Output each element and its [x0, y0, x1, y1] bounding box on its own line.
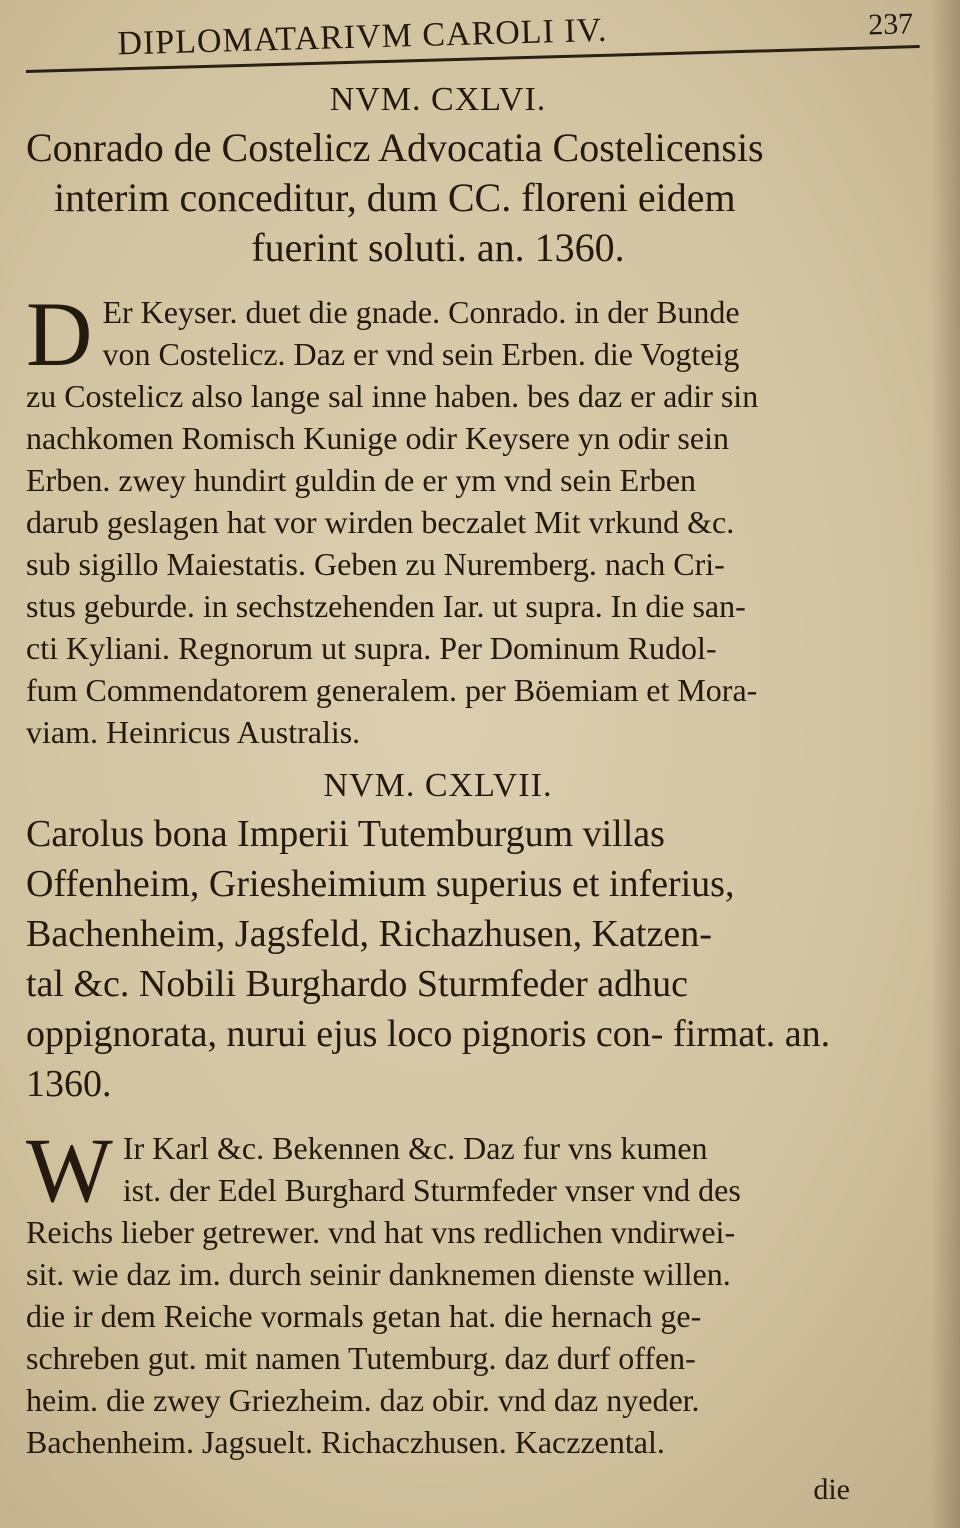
drop-cap: D: [26, 283, 93, 385]
summary-line: interim conceditur, dum CC. floreni eidem: [54, 175, 736, 220]
body-line: cti Kyliani. Regnorum ut supra. Per Dominum Rudol-: [26, 630, 717, 666]
section-number: NVM. CXLVI.: [329, 81, 547, 118]
summary-line: Conrado de Costelicz Advocatia Costelicensis: [26, 125, 764, 170]
page-edge-shadow: [930, 0, 960, 1528]
summary-line: Bachenheim, Jagsfeld, Richazhusen, Katzen-: [26, 913, 712, 955]
body-line: sit. wie daz im. durch seinir danknemen dienste willen.: [26, 1256, 731, 1292]
section-cxlvii: [26, 767, 850, 1463]
catchword: die: [813, 1473, 850, 1506]
summary-line: Offenheim, Griesheimium superius et inferius,: [26, 863, 735, 905]
summary-line: firmat. an. 1360.: [26, 1013, 831, 1105]
page-number: 237: [867, 7, 914, 42]
body-line: Erben. zwey hundirt guldin de er ym vnd sein Erben: [26, 462, 697, 498]
body-line: Bachenheim. Jagsuelt. Richaczhusen. Kaczzental.: [26, 1424, 665, 1460]
body-line: darub geslagen hat vor wirden beczalet Mit vrkund &c.: [26, 504, 735, 540]
section-summary: [26, 809, 850, 1109]
body-line: ist. der Edel Burghard Sturmfeder vnser vnd des: [122, 1172, 741, 1208]
body-line: viam. Heinricus Australis.: [26, 714, 361, 750]
body-line: Er Keyser. duet die gnade. Conrado. in der Bunde: [102, 294, 740, 330]
section-number: NVM. CXLVII.: [323, 767, 553, 804]
body-line: Reichs lieber getrewer. vnd hat vns redlichen vndirwei-: [26, 1214, 736, 1250]
section-body: [26, 1119, 850, 1463]
summary-line: fuerint soluti. an. 1360.: [251, 225, 625, 270]
body-line: stus geburde. in sechstzehenden Iar. ut supra. In die san-: [26, 588, 746, 624]
body-line: fum Commendatorem generalem. per Böemiam et Mora-: [26, 672, 758, 708]
summary-line: Carolus bona Imperii Tutemburgum villas: [26, 813, 665, 855]
body-line: Ir Karl &c. Bekennen &c. Daz fur vns kumen: [122, 1130, 708, 1166]
running-title: DIPLOMATARIVM CAROLI IV.: [116, 11, 608, 63]
body-line: schreben gut. mit namen Tutemburg. daz durf offen-: [26, 1340, 696, 1376]
summary-line: tal &c. Nobili Burghardo Sturmfeder adhuc: [26, 963, 689, 1005]
section-cxlvi: [26, 81, 850, 753]
body-line: von Costelicz. Daz er vnd sein Erben. die Vogteig: [102, 336, 740, 372]
section-summary: [26, 123, 850, 273]
body-line: sub sigillo Maiestatis. Geben zu Nuremberg. nach Cri-: [26, 546, 725, 582]
body-line: die ir dem Reiche vormals getan hat. die hernach ge-: [26, 1298, 702, 1334]
body-line: zu Costelicz also lange sal inne haben. bes daz er adir sin: [26, 378, 759, 414]
body-line: heim. die zwey Griezheim. daz obir. vnd daz nyeder.: [26, 1382, 700, 1418]
drop-cap: W: [26, 1119, 113, 1221]
section-body: [26, 283, 850, 753]
summary-line: oppignorata, nurui ejus loco pignoris con-: [26, 1013, 664, 1055]
body-line: nachkomen Romisch Kunige odir Keysere yn odir sein: [26, 420, 729, 456]
